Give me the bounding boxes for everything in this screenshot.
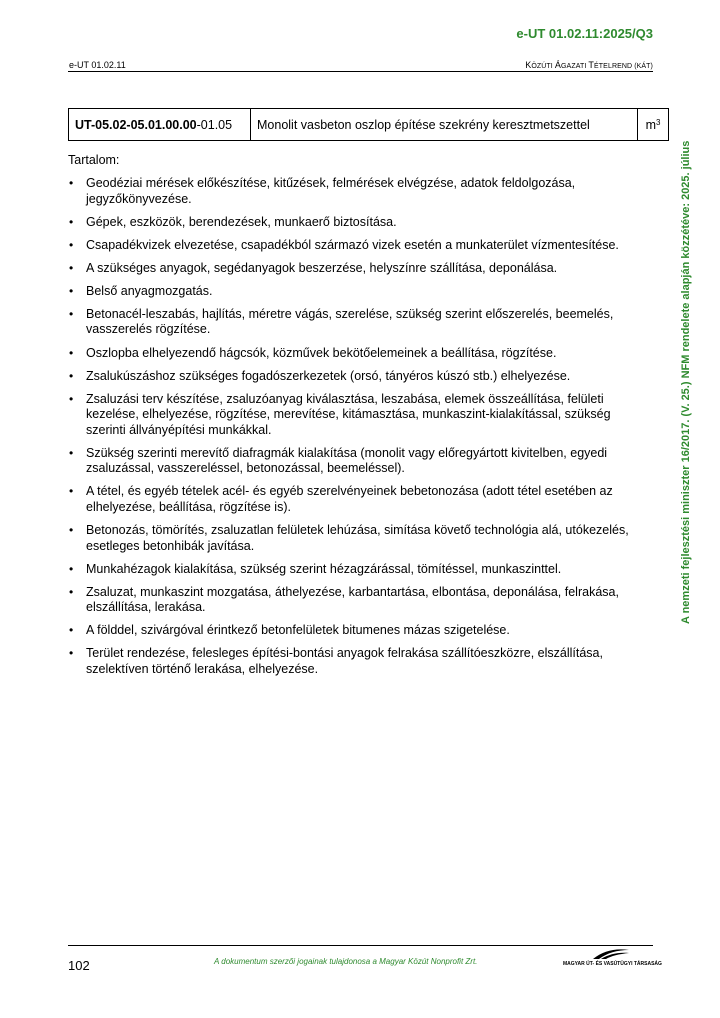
bullet-icon: • — [69, 176, 74, 190]
footer-divider — [68, 945, 653, 946]
item-code-suffix: -01.05 — [196, 117, 233, 132]
list-item-text: Munkahézagok kialakítása, szükség szerint hézagzárással, tömítéssel, munkaszinttel. — [86, 561, 562, 576]
logo-swoosh-icon — [591, 947, 631, 961]
bullet-icon: • — [69, 523, 74, 538]
bullet-icon: • — [69, 345, 74, 360]
list-item — [68, 646, 638, 677]
list-item-text: Zsalukúszáshoz szükséges fogadószerkezetek (orsó, tányéros kúszó stb.) elhelyezése. — [86, 368, 571, 383]
item-unit-cell — [638, 109, 668, 140]
bullet-icon: • — [69, 391, 74, 406]
bullet-icon: • — [69, 214, 74, 229]
bullet-icon: • — [69, 260, 74, 275]
header-right-title — [525, 60, 653, 70]
list-item-text: Terület rendezése, felesleges építési-bontási anyagok felrakása szállítóeszközre, elszállítása, szelektíven történő lerakása, elhelyezése. — [86, 646, 603, 676]
list-item-text: Betonozás, tömörítés, zsaluzatlan felületek lehúzása, simítása követő technológia alá, utókezelés, esetleges betonhibák javítása. — [86, 523, 629, 553]
header-title-part1: ÖZÚTI — [531, 63, 555, 70]
list-item — [68, 623, 638, 639]
list-item — [68, 307, 638, 338]
header-title-part3: ÉTELREND (KÁT) — [594, 63, 653, 70]
page-number: 102 — [68, 958, 90, 973]
list-item-text: Zsaluzat, munkaszint mozgatása, áthelyezése, karbantartása, elbontása, deponálása, felrakása, elszállítása, lerakása. — [86, 584, 619, 615]
item-code-cell — [69, 109, 251, 140]
list-item — [68, 369, 638, 385]
header-title-part2: GAZATI — [561, 63, 589, 70]
list-item-text: Oszlopba elhelyezendő hágcsók, közművek bekötőelemeinek a beállítása, rögzítése. — [86, 345, 557, 360]
list-item — [68, 585, 638, 616]
bullet-icon: • — [69, 237, 74, 252]
header-left-code: e-UT 01.02.11 — [69, 60, 126, 70]
list-item-text: Szükség szerinti merevítő diafragmák kialakítása (monolit vagy előregyártott kivitelben, egyedi zsaluzással, vasszereléssel, betonozással, beemeléssel). — [86, 445, 608, 476]
bullet-icon: • — [69, 584, 74, 599]
item-unit: m — [645, 117, 656, 132]
list-item — [68, 484, 638, 515]
list-item-text: Zsaluzási terv készítése, zsaluzóanyag kiválasztása, leszabása, elemek összeállítása, felületi kezelése, elhelyezése, rögzítése, merevítése, kitámasztása, munkaszint-kialakítással, szükség szerinti állványépítési munkákkal. — [86, 391, 611, 437]
list-item — [68, 346, 638, 362]
bullet-icon: • — [69, 646, 74, 661]
bullet-icon: • — [69, 623, 74, 638]
list-item — [68, 215, 638, 231]
society-logo — [563, 947, 662, 969]
list-item — [68, 392, 638, 439]
document-code: e-UT 01.02.11:2025/Q3 — [516, 26, 653, 41]
list-item — [68, 562, 638, 578]
list-item — [68, 284, 638, 300]
list-item-text: A tétel, és egyéb tételek acél- és egyéb szerelvényeinek bebetonozása (adott tétel esetében az elhelyezése, beállítása, rögzítése is). — [86, 484, 613, 514]
bullet-icon: • — [69, 445, 74, 460]
content-list — [68, 176, 638, 685]
list-item-text: A szükséges anyagok, segédanyagok beszerzése, helyszínre szállítása, deponálása. — [86, 260, 558, 275]
content-heading: Tartalom: — [68, 153, 120, 167]
item-code-bold: UT-05.02-05.01.00.00 — [75, 117, 197, 132]
list-item-text: Gépek, eszközök, berendezések, munkaerő biztosítása. — [86, 214, 397, 229]
list-item — [68, 446, 638, 477]
bullet-icon: • — [69, 484, 74, 499]
item-unit-exponent: 3 — [655, 118, 661, 127]
list-item — [68, 261, 638, 277]
bullet-icon: • — [69, 306, 74, 321]
header-title-k: K — [525, 60, 532, 70]
copyright-note: A dokumentum szerzői jogainak tulajdonosa a Magyar Közút Nonprofit Zrt. — [214, 957, 478, 966]
list-item-text: Betonacél-leszabás, hajlítás, méretre vágás, szerelése, szükség szerint előszerelés, beemelés, vasszerelés rögzítése. — [86, 306, 614, 337]
publication-note: A nemzeti fejlesztési miniszter 16/2017. (V. 25.) NFM rendelete alapján közzétéve: 2025. július — [680, 140, 692, 624]
logo-text: MAGYAR ÚT- ÉS VASÚTÜGYI TÁRSASÁG — [563, 961, 662, 967]
list-item-text: Csapadékvizek elvezetése, csapadékból származó vizek esetén a munkaterület vízmentesítése. — [86, 237, 619, 252]
header-title-a: Á — [554, 60, 562, 70]
bullet-icon: • — [69, 283, 74, 298]
item-code-table — [68, 108, 669, 141]
list-item — [68, 523, 638, 554]
list-item-text: A földdel, szivárgóval érintkező betonfelületek bitumenes mázas szigetelése. — [86, 623, 510, 638]
list-item — [68, 176, 638, 207]
item-description-cell: Monolit vasbeton oszlop építése szekrény keresztmetszettel — [251, 109, 638, 140]
bullet-icon: • — [69, 368, 74, 383]
list-item — [68, 238, 638, 254]
bullet-icon: • — [69, 561, 74, 576]
header-title-t: T — [588, 60, 595, 70]
list-item-text: Belső anyagmozgatás. — [86, 283, 213, 298]
list-item-text: Geodéziai mérések előkészítése, kitűzések, felmérések elvégzése, adatok feldolgozása, jegyzőkönyvezése. — [86, 176, 576, 206]
header-divider — [68, 71, 653, 72]
